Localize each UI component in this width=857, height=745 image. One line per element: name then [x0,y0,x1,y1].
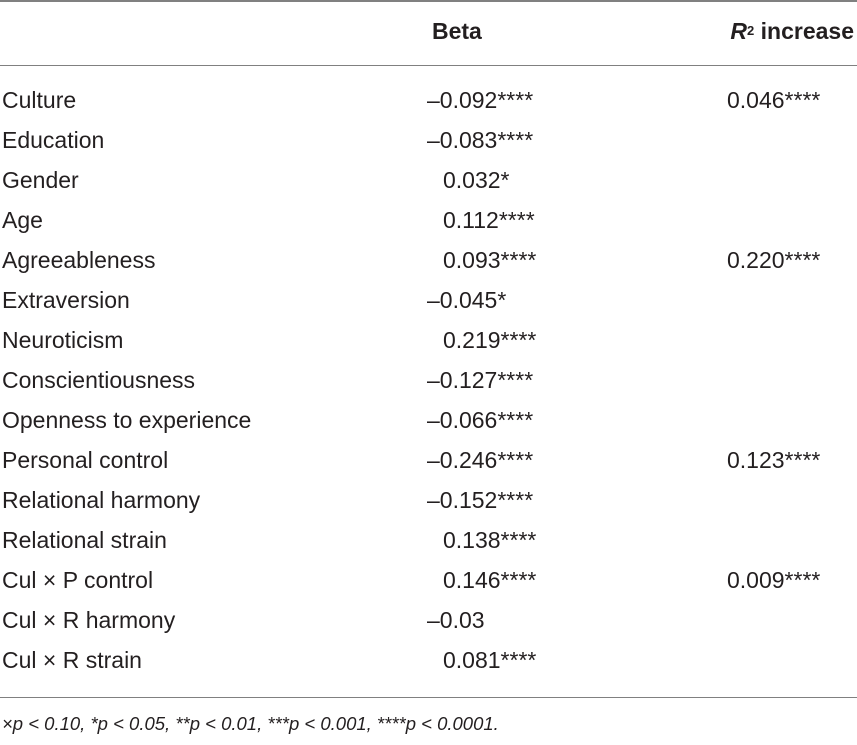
beta-cell: 0.112**** [443,207,535,233]
beta-cell: –0.246**** [427,447,534,473]
beta-cell: 0.093**** [443,247,537,273]
variable-cell: Culture [2,87,77,113]
beta-cell: 0.081**** [443,647,537,673]
table-row [0,364,857,404]
table-row [0,164,857,204]
variable-cell: Openness to experience [2,407,252,433]
variable-cell: Cul × R harmony [2,607,176,633]
beta-cell: 0.146**** [443,567,537,593]
variable-cell: Conscientiousness [2,367,196,393]
variable-cell: Cul × R strain [2,647,142,673]
table-row [0,404,857,444]
beta-cell: –0.066**** [427,407,534,433]
header-r2-superscript: 2 [747,23,755,38]
beta-cell: 0.219**** [443,327,537,353]
variable-cell: Age [2,207,43,233]
header-rule [0,65,857,66]
table-row [0,524,857,564]
table-row [0,204,857,244]
r2-cell: 0.009**** [727,567,821,593]
beta-cell: –0.127**** [427,367,534,393]
table-row [0,564,857,604]
variable-cell: Extraversion [2,287,130,313]
variable-cell: Gender [2,167,79,193]
beta-cell: –0.045* [427,287,507,313]
significance-footnote: ×p < 0.10, *p < 0.05, **p < 0.01, ***p < 0.001, ****p < 0.0001. [2,713,499,734]
bottom-rule [0,697,857,698]
beta-cell: 0.138**** [443,527,537,553]
beta-cell: –0.152**** [427,487,534,513]
table-row [0,244,857,284]
header-r2-text: increase [754,18,854,44]
table-row [0,284,857,324]
r2-cell: 0.123**** [727,447,821,473]
table-row [0,644,857,684]
header-beta: Beta [432,18,482,44]
table-row [0,84,857,124]
variable-cell: Relational strain [2,527,167,553]
header-r2-increase [730,17,854,45]
table-row [0,444,857,484]
table-row [0,604,857,644]
beta-cell: –0.092**** [427,87,534,113]
variable-cell: Relational harmony [2,487,201,513]
r2-cell: 0.046**** [727,87,821,113]
table-body [0,84,857,684]
variable-cell: Neuroticism [2,327,124,353]
beta-cell: 0.032* [443,167,510,193]
r2-cell: 0.220**** [727,247,821,273]
table-row [0,124,857,164]
table-row [0,484,857,524]
beta-cell: –0.083**** [427,127,534,153]
beta-cell: –0.03 [427,607,485,633]
variable-cell: Agreeableness [2,247,156,273]
top-rule [0,0,857,2]
variable-cell: Education [2,127,105,153]
table-row [0,324,857,364]
variable-cell: Cul × P control [2,567,154,593]
variable-cell: Personal control [2,447,169,473]
header-r2-symbol: R [730,18,748,44]
